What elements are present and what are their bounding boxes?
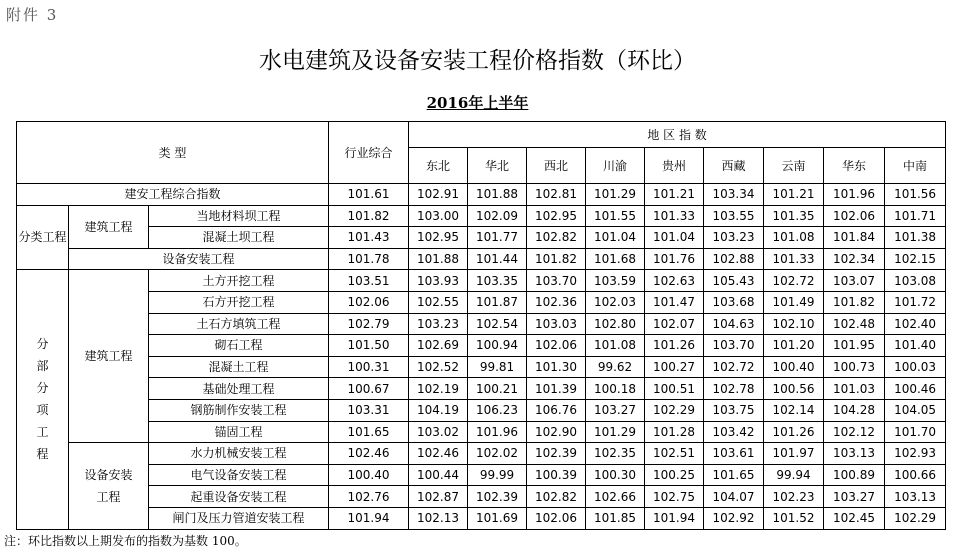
table-row xyxy=(17,378,946,400)
index-value-cell: 102.06 xyxy=(527,335,586,357)
index-value-cell: 100.21 xyxy=(468,378,527,400)
index-value-cell: 99.62 xyxy=(586,356,645,378)
index-value-cell: 102.69 xyxy=(409,335,468,357)
index-value-cell: 100.40 xyxy=(329,464,409,486)
index-value-cell: 101.04 xyxy=(645,227,704,249)
index-value-cell: 102.52 xyxy=(409,356,468,378)
index-value-cell: 101.33 xyxy=(645,205,704,227)
index-value-cell: 102.48 xyxy=(824,313,885,335)
index-value-cell: 100.66 xyxy=(885,464,946,486)
index-value-cell: 102.72 xyxy=(704,356,764,378)
index-value-cell: 100.46 xyxy=(885,378,946,400)
header-category: 类 型 xyxy=(17,122,329,184)
index-value-cell: 103.13 xyxy=(824,443,885,465)
header-region: 西北 xyxy=(527,148,586,184)
index-value-cell: 102.36 xyxy=(527,291,586,313)
index-value-cell: 101.65 xyxy=(704,464,764,486)
index-value-cell: 103.23 xyxy=(409,313,468,335)
row-label: 设备安装工程 xyxy=(69,248,329,270)
index-value-cell: 101.38 xyxy=(885,227,946,249)
row-label: 锚固工程 xyxy=(149,421,329,443)
index-value-cell: 102.06 xyxy=(329,291,409,313)
table-row xyxy=(17,443,946,465)
index-value-cell: 102.79 xyxy=(329,313,409,335)
index-value-cell: 101.96 xyxy=(468,421,527,443)
index-value-cell: 101.29 xyxy=(586,421,645,443)
index-value-cell: 104.05 xyxy=(885,399,946,421)
index-value-cell: 100.31 xyxy=(329,356,409,378)
index-value-cell: 103.35 xyxy=(468,270,527,292)
index-value-cell: 101.26 xyxy=(645,335,704,357)
index-value-cell: 102.78 xyxy=(704,378,764,400)
attachment-label: 附件 3 xyxy=(6,6,59,24)
index-value-cell: 103.93 xyxy=(409,270,468,292)
index-value-cell: 102.88 xyxy=(704,248,764,270)
index-value-cell: 101.08 xyxy=(764,227,824,249)
index-value-cell: 101.88 xyxy=(409,248,468,270)
index-value-cell: 102.29 xyxy=(885,507,946,529)
row-label: 混凝土坝工程 xyxy=(149,227,329,249)
subgroup-label-equip xyxy=(69,443,149,529)
index-value-cell: 102.66 xyxy=(586,486,645,508)
index-value-cell: 103.55 xyxy=(704,205,764,227)
header-region: 东北 xyxy=(409,148,468,184)
index-value-cell: 101.70 xyxy=(885,421,946,443)
index-value-cell: 103.59 xyxy=(586,270,645,292)
index-value-cell: 104.63 xyxy=(704,313,764,335)
row-label: 起重设备安装工程 xyxy=(149,486,329,508)
index-value-cell: 100.94 xyxy=(468,335,527,357)
header-region: 华北 xyxy=(468,148,527,184)
index-value-cell: 102.81 xyxy=(527,184,586,206)
index-value-cell: 102.87 xyxy=(409,486,468,508)
row-label: 土方开挖工程 xyxy=(149,270,329,292)
group-label-fenbu xyxy=(17,270,69,529)
header-industry: 行业综合 xyxy=(329,122,409,184)
index-value-cell: 101.43 xyxy=(329,227,409,249)
index-value-cell: 103.70 xyxy=(527,270,586,292)
index-value-cell: 103.51 xyxy=(329,270,409,292)
index-value-cell: 102.02 xyxy=(468,443,527,465)
index-value-cell: 101.77 xyxy=(468,227,527,249)
index-value-cell: 101.82 xyxy=(824,291,885,313)
subgroup-label: 建筑工程 xyxy=(69,270,149,443)
index-value-cell: 101.44 xyxy=(468,248,527,270)
table-row xyxy=(17,184,946,206)
table-row xyxy=(17,356,946,378)
index-value-cell: 102.10 xyxy=(764,313,824,335)
table-row xyxy=(17,227,946,249)
index-value-cell: 102.12 xyxy=(824,421,885,443)
table-row xyxy=(17,507,946,529)
index-value-cell: 101.40 xyxy=(885,335,946,357)
index-value-cell: 104.28 xyxy=(824,399,885,421)
index-value-cell: 103.27 xyxy=(824,486,885,508)
row-label: 土石方填筑工程 xyxy=(149,313,329,335)
index-value-cell: 102.07 xyxy=(645,313,704,335)
index-value-cell: 102.13 xyxy=(409,507,468,529)
index-value-cell: 103.00 xyxy=(409,205,468,227)
index-value-cell: 100.89 xyxy=(824,464,885,486)
index-value-cell: 103.75 xyxy=(704,399,764,421)
index-value-cell: 103.68 xyxy=(704,291,764,313)
group-label-fenlei: 分类工程 xyxy=(17,205,69,270)
index-value-cell: 101.78 xyxy=(329,248,409,270)
index-value-cell: 103.31 xyxy=(329,399,409,421)
index-value-cell: 101.21 xyxy=(645,184,704,206)
row-label: 当地材料坝工程 xyxy=(149,205,329,227)
index-value-cell: 101.52 xyxy=(764,507,824,529)
index-value-cell: 102.51 xyxy=(645,443,704,465)
index-value-cell: 103.23 xyxy=(704,227,764,249)
index-value-cell: 101.96 xyxy=(824,184,885,206)
index-value-cell: 102.95 xyxy=(409,227,468,249)
index-value-cell: 102.39 xyxy=(527,443,586,465)
table-row xyxy=(17,486,946,508)
index-value-cell: 101.21 xyxy=(764,184,824,206)
header-region: 云南 xyxy=(764,148,824,184)
table-row xyxy=(17,399,946,421)
index-value-cell: 101.94 xyxy=(329,507,409,529)
index-value-cell: 101.87 xyxy=(468,291,527,313)
index-value-cell: 101.50 xyxy=(329,335,409,357)
index-value-cell: 101.95 xyxy=(824,335,885,357)
index-value-cell: 99.94 xyxy=(764,464,824,486)
index-value-cell: 102.90 xyxy=(527,421,586,443)
index-value-cell: 103.27 xyxy=(586,399,645,421)
index-value-cell: 101.69 xyxy=(468,507,527,529)
index-value-cell: 101.55 xyxy=(586,205,645,227)
footnote: 注：环比指数以上期发布的指数为基数 100。 xyxy=(4,534,247,548)
index-value-cell: 100.39 xyxy=(527,464,586,486)
index-value-cell: 101.29 xyxy=(586,184,645,206)
row-label: 电气设备安装工程 xyxy=(149,464,329,486)
row-label: 钢筋制作安装工程 xyxy=(149,399,329,421)
index-value-cell: 101.08 xyxy=(586,335,645,357)
index-value-cell: 103.08 xyxy=(885,270,946,292)
index-value-cell: 102.06 xyxy=(527,507,586,529)
index-value-cell: 101.03 xyxy=(824,378,885,400)
header-region: 西藏 xyxy=(704,148,764,184)
index-value-cell: 102.55 xyxy=(409,291,468,313)
header-region: 贵州 xyxy=(645,148,704,184)
index-value-cell: 100.73 xyxy=(824,356,885,378)
page-subtitle: 2016年上半年 xyxy=(426,94,529,112)
index-value-cell: 102.82 xyxy=(527,227,586,249)
row-label: 水力机械安装工程 xyxy=(149,443,329,465)
index-value-cell: 101.30 xyxy=(527,356,586,378)
index-value-cell: 104.19 xyxy=(409,399,468,421)
index-value-cell: 102.54 xyxy=(468,313,527,335)
index-value-cell: 103.02 xyxy=(409,421,468,443)
index-value-cell: 103.42 xyxy=(704,421,764,443)
index-value-cell: 100.18 xyxy=(586,378,645,400)
index-value-cell: 100.40 xyxy=(764,356,824,378)
index-value-cell: 101.35 xyxy=(764,205,824,227)
index-value-cell: 106.76 xyxy=(527,399,586,421)
index-value-cell: 102.80 xyxy=(586,313,645,335)
index-value-cell: 103.13 xyxy=(885,486,946,508)
index-value-cell: 102.76 xyxy=(329,486,409,508)
index-value-cell: 101.72 xyxy=(885,291,946,313)
index-value-cell: 100.67 xyxy=(329,378,409,400)
table-row xyxy=(17,270,946,292)
index-value-cell: 101.82 xyxy=(527,248,586,270)
index-value-cell: 101.85 xyxy=(586,507,645,529)
index-value-cell: 99.99 xyxy=(468,464,527,486)
index-value-cell: 102.23 xyxy=(764,486,824,508)
index-value-cell: 102.29 xyxy=(645,399,704,421)
row-label: 石方开挖工程 xyxy=(149,291,329,313)
index-value-cell: 100.56 xyxy=(764,378,824,400)
table-row xyxy=(17,291,946,313)
index-value-cell: 102.72 xyxy=(764,270,824,292)
index-value-cell: 102.91 xyxy=(409,184,468,206)
header-region: 华东 xyxy=(824,148,885,184)
row-label: 建安工程综合指数 xyxy=(17,184,329,206)
index-value-cell: 103.61 xyxy=(704,443,764,465)
index-value-cell: 101.76 xyxy=(645,248,704,270)
header-region-group: 地 区 指 数 xyxy=(409,122,946,148)
price-index-table xyxy=(16,121,946,530)
index-value-cell: 101.49 xyxy=(764,291,824,313)
index-value-cell: 102.34 xyxy=(824,248,885,270)
row-label: 砌石工程 xyxy=(149,335,329,357)
index-value-cell: 99.81 xyxy=(468,356,527,378)
page-title: 水电建筑及设备安装工程价格指数（环比） xyxy=(259,48,696,74)
index-value-cell: 101.28 xyxy=(645,421,704,443)
index-value-cell: 100.25 xyxy=(645,464,704,486)
header-region: 川渝 xyxy=(586,148,645,184)
index-value-cell: 101.33 xyxy=(764,248,824,270)
row-label: 混凝土工程 xyxy=(149,356,329,378)
index-value-cell: 101.71 xyxy=(885,205,946,227)
table-row xyxy=(17,313,946,335)
index-value-cell: 102.14 xyxy=(764,399,824,421)
index-value-cell: 103.34 xyxy=(704,184,764,206)
index-value-cell: 102.03 xyxy=(586,291,645,313)
index-value-cell: 101.26 xyxy=(764,421,824,443)
row-label: 闸门及压力管道安装工程 xyxy=(149,507,329,529)
index-value-cell: 102.93 xyxy=(885,443,946,465)
index-value-cell: 101.47 xyxy=(645,291,704,313)
header-region: 中南 xyxy=(885,148,946,184)
index-value-cell: 102.45 xyxy=(824,507,885,529)
index-value-cell: 101.20 xyxy=(764,335,824,357)
index-value-cell: 101.82 xyxy=(329,205,409,227)
index-value-cell: 102.06 xyxy=(824,205,885,227)
index-value-cell: 100.27 xyxy=(645,356,704,378)
index-value-cell: 101.39 xyxy=(527,378,586,400)
index-value-cell: 101.65 xyxy=(329,421,409,443)
index-value-cell: 100.30 xyxy=(586,464,645,486)
index-value-cell: 101.97 xyxy=(764,443,824,465)
index-value-cell: 101.68 xyxy=(586,248,645,270)
index-value-cell: 101.56 xyxy=(885,184,946,206)
index-value-cell: 103.07 xyxy=(824,270,885,292)
index-value-cell: 102.95 xyxy=(527,205,586,227)
index-value-cell: 102.82 xyxy=(527,486,586,508)
index-value-cell: 100.44 xyxy=(409,464,468,486)
index-value-cell: 102.40 xyxy=(885,313,946,335)
table-row xyxy=(17,248,946,270)
index-value-cell: 102.63 xyxy=(645,270,704,292)
row-label: 基础处理工程 xyxy=(149,378,329,400)
subgroup-label-equip-text: 设备安装工程 xyxy=(84,467,133,504)
index-value-cell: 103.70 xyxy=(704,335,764,357)
index-value-cell: 102.92 xyxy=(704,507,764,529)
index-value-cell: 102.46 xyxy=(409,443,468,465)
index-value-cell: 101.94 xyxy=(645,507,704,529)
index-value-cell: 105.43 xyxy=(704,270,764,292)
index-value-cell: 101.61 xyxy=(329,184,409,206)
table-row xyxy=(17,421,946,443)
table-row xyxy=(17,464,946,486)
index-value-cell: 100.03 xyxy=(885,356,946,378)
index-value-cell: 102.35 xyxy=(586,443,645,465)
index-value-cell: 103.03 xyxy=(527,313,586,335)
index-value-cell: 102.19 xyxy=(409,378,468,400)
index-value-cell: 102.09 xyxy=(468,205,527,227)
index-value-cell: 104.07 xyxy=(704,486,764,508)
index-value-cell: 102.46 xyxy=(329,443,409,465)
index-value-cell: 102.39 xyxy=(468,486,527,508)
table-row xyxy=(17,205,946,227)
index-value-cell: 100.51 xyxy=(645,378,704,400)
index-value-cell: 101.04 xyxy=(586,227,645,249)
index-value-cell: 106.23 xyxy=(468,399,527,421)
group-label-fenbu-text: 分部分项工程 xyxy=(36,337,49,462)
index-value-cell: 102.15 xyxy=(885,248,946,270)
table-row xyxy=(17,335,946,357)
subgroup-label: 建筑工程 xyxy=(69,205,149,248)
index-value-cell: 102.75 xyxy=(645,486,704,508)
index-value-cell: 101.84 xyxy=(824,227,885,249)
index-value-cell: 101.88 xyxy=(468,184,527,206)
